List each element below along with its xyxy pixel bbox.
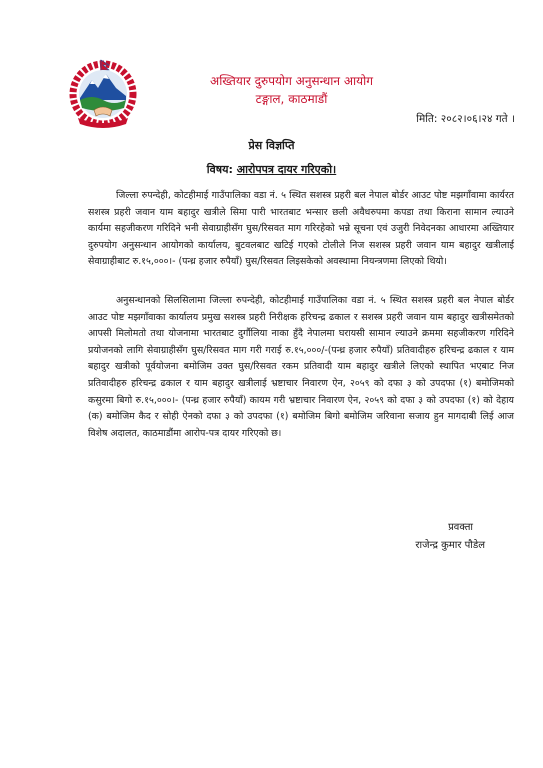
- subject-label: विषय:: [206, 163, 233, 176]
- organization-name: अख्तियार दुरुपयोग अनुसन्धान आयोग: [210, 74, 373, 88]
- organization-address: टङ्गाल, काठमाडौं: [255, 92, 328, 106]
- signatory-name: राजेन्द्र कुमार पौडेल: [415, 540, 485, 551]
- press-release-title: प्रेस विज्ञप्ति: [248, 139, 295, 152]
- body-paragraph-2: अनुसन्धानको सिलसिलामा जिल्ला रुपन्देही, कोटहीमाई गाउँपालिका वडा नं. ५ स्थित सशस्त्र प्रहरी बल नेपाल बोर्डर आउट पोष्ट मझगाँवाका कार्यालय प्रमुख सशस्त्र प्रहरी निरीक्षक हरिचन्द्र ढकाल र सशस्त्र प्रहरी जवान याम बहादुर खत्रीसमेतको आपसी मिलोमतो तथा योजनामा भारतबाट दुर्गौलिया नाका हुँदै नेपालमा घरायसी सामान ल्याउने क्रममा सहजीकरण गरिदिने प्रयोजनको लागि सेवाग्राहीसँग घुस/रिसवत माग गरी गराई रु.१५,०००/-(पन्ध्र हजार रुपैयाँ) प्रतिवादीहरु हरिचन्द्र ढकाल र याम बहादुर खत्रीको पूर्वयोजना बमोजिम उक्त घुस/रिसवत रकम प्रतिवादी याम बहादुर खत्रीले लिएको स्थापित भएबाट निज प्रतिवादीहरु हरिचन्द्र ढकाल र याम बहादुर खत्रीलाई भ्रष्टाचार निवारण ऐन, २०५९ को दफा ३ को उपदफा (१) बमोजिमको कसुरमा बिगो रु.१५,०००।- (पन्ध्र हजार रुपैयाँ) कायम गरी भ्रष्टाचार निवारण ऐन, २०५९ को दफा ३ को उपदफा (१) को देहाय (क) बमोजिम कैद र सोही ऐनको दफा ३ को उपदफा (१) बमोजिम बिगो बमोजिम जरिवाना सजाय हुन मागदाबी लिई आज विशेष अदालत, काठमाडौंमा आरोप-पत्र दायर गरिएको छ।: [88, 295, 514, 439]
- subject-line: [0, 162, 543, 177]
- body-paragraph-1: जिल्ला रुपन्देही, कोटहीमाई गाउँपालिका वडा नं. ५ स्थित सशस्त्र प्रहरी बल नेपाल बोर्डर आउट पोष्ट मझगाँवामा कार्यरत सशस्त्र प्रहरी जवान याम बहादुर खत्रीले सिमा पारी भारतबाट भन्सार छली अवैधरुपमा कपडा तथा किराना सामान ल्याउने कार्यमा सहजीकरण गरिदिने भनी सेवाग्राहीसँग घुस/रिसवत माग गरिरहेको भन्ने सूचना एवं उजुरी निवेदनका आधारमा अख्तियार दुरुपयोग अनुसन्धान आयोगको कार्यालय, बुटवलबाट खटिई गएको टोलीले निज सशस्त्र प्रहरी जवान याम बहादुर खत्रीलाई सेवाग्राहीबाट रु.१५,०००।- (पन्ध्र हजार रुपैयाँ) घुस/रिसवत लिइसकेको अवस्थामा नियन्त्रणमा लिएको थियो।: [88, 190, 514, 268]
- document-date: मिति: २०८२।०६।२४ गते ।: [416, 113, 515, 125]
- signatory-title: प्रवक्ता: [448, 522, 473, 533]
- subject-value: आरोपपत्र दायर गरिएको।: [236, 163, 337, 176]
